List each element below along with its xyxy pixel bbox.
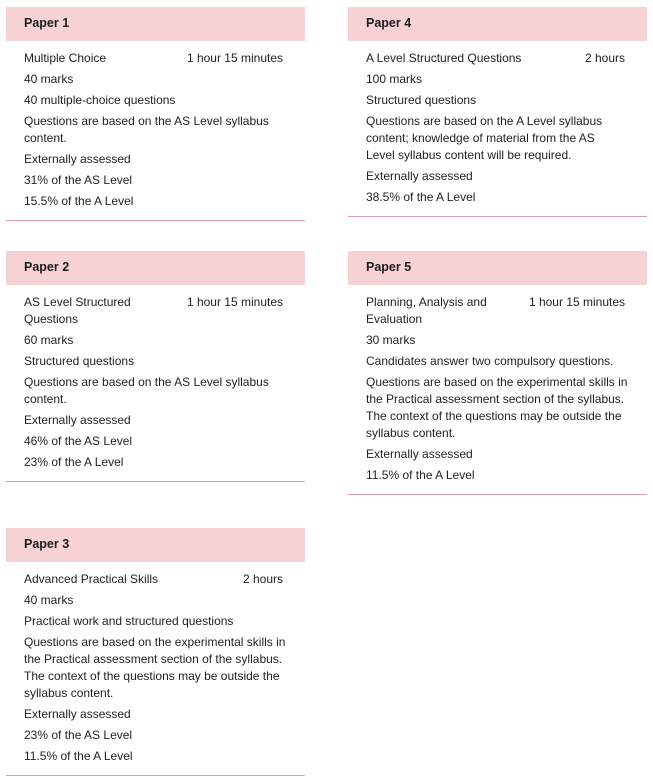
paper-3-format: Practical work and structured questions [24, 614, 234, 628]
paper-2-as-weight: 46% of the AS Level [24, 434, 133, 448]
paper-4-marks: 100 marks [366, 72, 423, 86]
paper-3-title: Paper 3 [6, 528, 305, 562]
paper-3-content: Questions are based on the experimental skills in the Practical assessment section of the syllabus. The context of the questions may be outside the syllabus content. [24, 635, 286, 700]
paper-2-assessment: Externally assessed [24, 413, 131, 427]
paper-3-duration: 2 hours [242, 572, 283, 586]
paper-1-assessment: Externally assessed [24, 152, 131, 166]
paper-3-name: Advanced Practical Skills [24, 572, 159, 586]
paper-4-card [348, 7, 647, 217]
paper-5-card [348, 251, 647, 495]
paper-4-assessment: Externally assessed [366, 169, 473, 183]
paper-2-body [6, 285, 305, 481]
paper-2-card [6, 251, 305, 482]
paper-4-duration: 2 hours [584, 51, 625, 65]
paper-1-a-weight: 15.5% of the A Level [24, 194, 134, 208]
paper-5-duration: 1 hour 15 minutes [528, 295, 625, 309]
paper-4-name: A Level Structured Questions [366, 51, 522, 65]
paper-5-marks: 30 marks [366, 333, 416, 347]
paper-2-summary [24, 294, 305, 328]
paper-3-card [6, 528, 305, 776]
paper-3-summary [24, 571, 305, 588]
paper-2-marks: 60 marks [24, 333, 74, 347]
paper-4-content: Questions are based on the A Level syllabus content; knowledge of material from the AS Level syllabus content will be required. [366, 114, 603, 162]
paper-5-name: Planning, Analysis and Evaluation [366, 295, 487, 326]
paper-4-summary [366, 50, 647, 67]
paper-1-title: Paper 1 [6, 7, 305, 41]
paper-1-marks: 40 marks [24, 72, 74, 86]
paper-3-marks: 40 marks [24, 593, 74, 607]
paper-1-content: Questions are based on the AS Level syllabus content. [24, 114, 269, 145]
paper-2-content: Questions are based on the AS Level syllabus content. [24, 375, 269, 406]
paper-1-name: Multiple Choice [24, 51, 107, 65]
paper-5-title: Paper 5 [348, 251, 647, 285]
paper-3-assessment: Externally assessed [24, 707, 131, 721]
paper-2-a-weight: 23% of the A Level [24, 455, 124, 469]
paper-4-body [348, 41, 647, 216]
paper-5-assessment: Externally assessed [366, 447, 473, 461]
paper-1-format: 40 multiple-choice questions [24, 93, 176, 107]
paper-5-content: Questions are based on the experimental skills in the Practical assessment section of the syllabus. The context of the questions may be outside the syllabus content. [366, 375, 628, 440]
paper-1-as-weight: 31% of the AS Level [24, 173, 133, 187]
paper-5-summary [366, 294, 647, 328]
paper-5-format: Candidates answer two compulsory questions. [366, 354, 614, 368]
paper-4-title: Paper 4 [348, 7, 647, 41]
paper-1-summary [24, 50, 305, 67]
paper-1-duration: 1 hour 15 minutes [186, 51, 283, 65]
paper-1-body [6, 41, 305, 220]
paper-4-a-weight: 38.5% of the A Level [366, 190, 476, 204]
paper-2-duration: 1 hour 15 minutes [186, 295, 283, 309]
paper-4-format: Structured questions [366, 93, 477, 107]
paper-3-body [6, 562, 305, 775]
paper-1-card [6, 7, 305, 221]
paper-3-a-weight: 11.5% of the A Level [24, 749, 133, 763]
paper-5-a-weight: 11.5% of the A Level [366, 468, 475, 482]
paper-2-format: Structured questions [24, 354, 135, 368]
paper-3-as-weight: 23% of the AS Level [24, 728, 133, 742]
paper-5-body [348, 285, 647, 494]
paper-2-title: Paper 2 [6, 251, 305, 285]
paper-2-name: AS Level Structured Questions [24, 295, 131, 326]
